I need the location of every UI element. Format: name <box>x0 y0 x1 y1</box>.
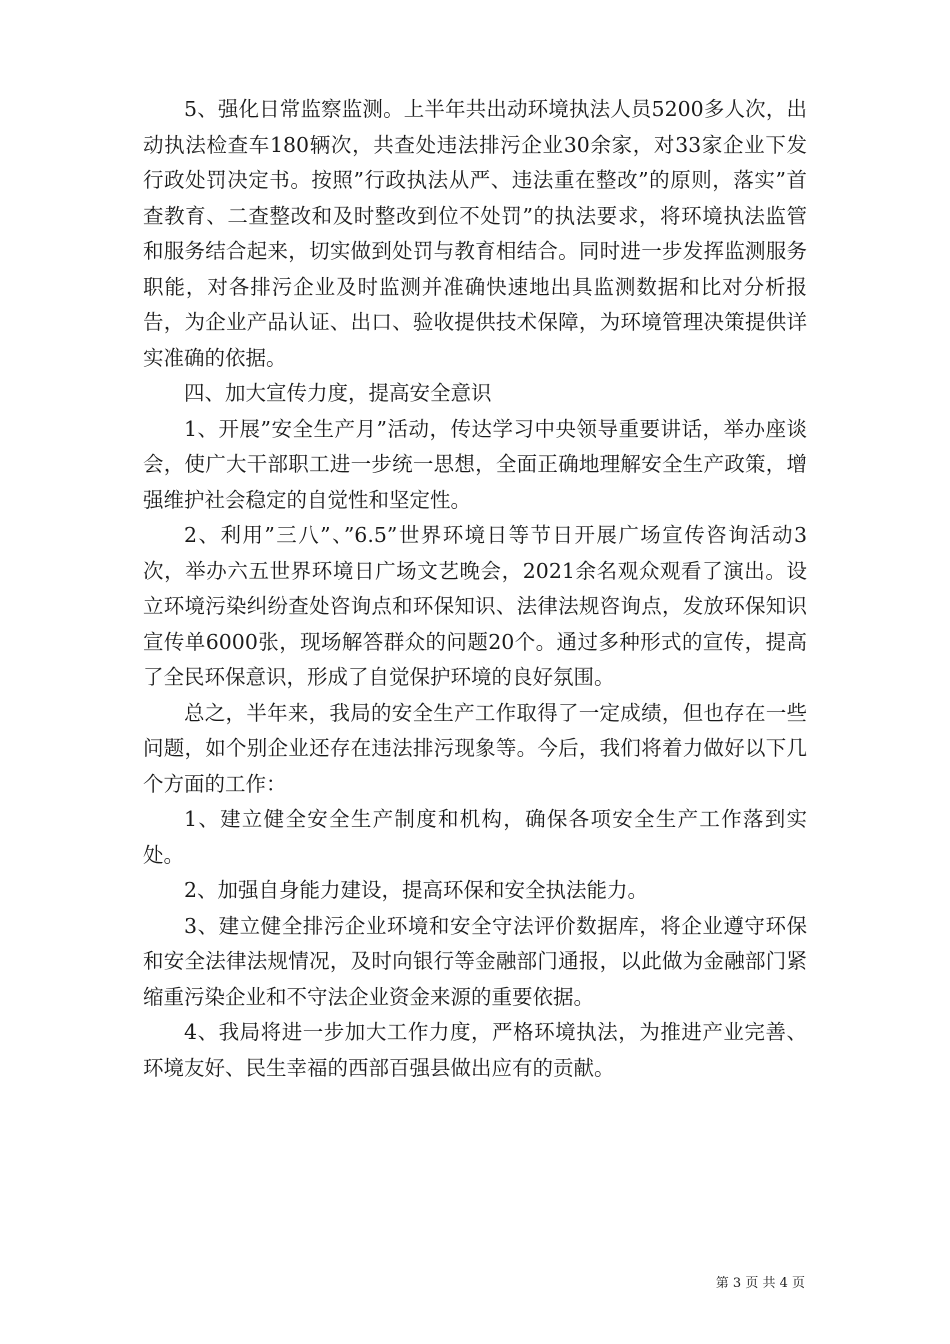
page-number-footer: 第 3 页 共 4 页 <box>715 1276 805 1291</box>
paragraph-plan-1: 1、建立健全安全生产制度和机构，确保各项安全生产工作落到实处。 <box>143 807 807 867</box>
paragraph-summary: 总之，半年来，我局的安全生产工作取得了一定成绩，但也存在一些问题，如个别企业还存在违法排污现象等。今后，我们将着力做好以下几个方面的工作： <box>143 700 807 796</box>
paragraph-plan-2: 2、加强自身能力建设，提高环保和安全执法能力。 <box>184 878 649 902</box>
paragraph-safety-month: 1、开展”安全生产月”活动，传达学习中央领导重要讲话，举办座谈会，使广大干部职工进一步统一思想，全面正确地理解安全生产政策，增强维护社会稳定的自觉性和坚定性。 <box>143 416 807 512</box>
paragraph-plan-4: 4、我局将进一步加大工作力度，严格环境执法，为推进产业完善、环境友好、民生幸福的西部百强县做出应有的贡献。 <box>143 1020 807 1080</box>
paragraph-monitoring: 5、强化日常监察监测。上半年共出动环境执法人员5200多人次，出动执法检查车180辆次，共查处违法排污企业30余家，对33家企业下发行政处罚决定书。按照”行政执法从严、违法重在整改”的原则，落实”首查教育、二查整改和及时整改到位不处罚”的执法要求，将环境执法监管和服务结合起来，切实做到处罚与教育相结合。同时进一步发挥监测服务职能，对各排污企业及时监测并准确快速地出具监测数据和比对分析报告，为企业产品认证、出口、验收提供技术保障，为环境管理决策提供详实准确的依据。 <box>143 97 807 370</box>
paragraph-plan-3: 3、建立健全排污企业环境和安全守法评价数据库，将企业遵守环保和安全法律法规情况，及时向银行等金融部门通报，以此做为金融部门紧缩重污染企业和不守法企业资金来源的重要依据。 <box>143 913 807 1009</box>
paragraph-environment-day: 2、利用”三八”、”6.5”世界环境日等节日开展广场宣传咨询活动3次，举办六五世界环境日广场文艺晚会，2021余名观众观看了演出。设立环境污染纠纷查处咨询点和环保知识、法律法规咨询点，发放环保知识宣传单6000张，现场解答群众的问题20个。通过多种形式的宣传，提高了全民环保意识，形成了自觉保护环境的良好氛围。 <box>143 523 807 689</box>
section-heading-publicity: 四、加大宣传力度，提高安全意识 <box>184 381 492 405</box>
document-body <box>143 92 807 1086</box>
